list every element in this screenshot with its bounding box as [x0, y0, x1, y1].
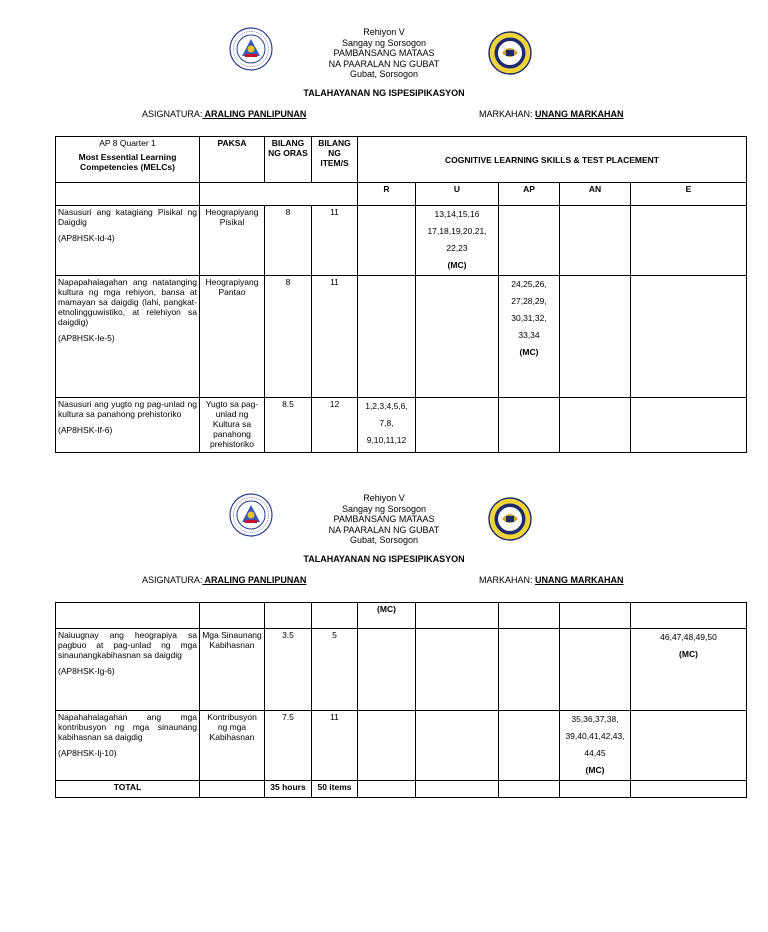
header-line: NA PAARALAN NG GUBAT — [328, 58, 440, 69]
header-line: Gubat, Sorsogon — [349, 535, 419, 546]
oras-cell: 8.5 — [265, 398, 312, 453]
asignatura — [142, 575, 306, 585]
placement-u — [416, 711, 499, 781]
specification-table-page-2 — [55, 602, 747, 798]
empty-cell — [499, 603, 560, 629]
paksa-cell: Kontribusyon ng mga Kabihasnan — [200, 711, 265, 781]
level-an: AN — [560, 183, 631, 206]
school-header — [0, 27, 768, 80]
melc-code: (AP8HSK-If-6) — [58, 425, 113, 435]
oras-cell: 3.5 — [265, 629, 312, 711]
item-numbers: 46,47,48,49,50 — [660, 632, 717, 642]
empty-cell — [200, 603, 265, 629]
placement-r — [358, 398, 416, 453]
asignatura-label: ASIGNATURA: — [142, 575, 203, 585]
table-row — [56, 276, 747, 398]
header-line: NA PAARALAN NG GUBAT — [328, 524, 440, 535]
melc-text: Nasusuri ang katagiang Pisikal ng Daigdig — [58, 207, 197, 227]
markahan-label: MARKAHAN: — [479, 109, 533, 119]
oras-cell: 8 — [265, 206, 312, 276]
placement-u — [416, 398, 499, 453]
header-line: Sangay ng Sorsogon — [341, 503, 427, 514]
item-numbers: (MC) — [679, 649, 698, 659]
empty-cell — [416, 781, 499, 798]
melc-code: (AP8HSK-Ie-5) — [58, 333, 115, 343]
placement-an — [560, 398, 631, 453]
header-line: PAMBANSANG MATAAS — [333, 48, 435, 59]
oras-cell: 7.5 — [265, 711, 312, 781]
header-line: Gubat, Sorsogon — [349, 69, 419, 80]
empty-cell — [358, 781, 416, 798]
asignatura-label: ASIGNATURA: — [142, 109, 203, 119]
placement-ap — [499, 276, 560, 398]
empty-cell — [265, 603, 312, 629]
markahan-label: MARKAHAN: — [479, 575, 533, 585]
items-cell: 11 — [312, 206, 358, 276]
melc-text: Napahahalagahan ang mga kontribusyon ng mga sinaunang kabihasnan sa daigdig — [58, 712, 197, 742]
level-u: U — [416, 183, 499, 206]
placement-e — [631, 711, 747, 781]
empty-cell — [56, 183, 200, 206]
melcs-label: Most Essential Learning Competencies (MELCs) — [78, 152, 177, 172]
empty-cell — [631, 781, 747, 798]
melc-text: Napapahalagahan ang natatanging kultura ng mga rehiyon, bansa at mamayan sa daigdig (lahi, pangkat-etnolingguwistiko, at relehiyon sa daigdig) — [58, 277, 197, 327]
skills-header: COGNITIVE LEARNING SKILLS & TEST PLACEMENT — [358, 137, 747, 183]
placement-an — [560, 276, 631, 398]
paksa-cell: Heograpiyang Pantao — [200, 276, 265, 398]
asignatura-value: ARALING PANLIPUNAN — [202, 109, 307, 119]
empty-cell — [499, 781, 560, 798]
melc-text: Nasusuri ang yugto ng pag-unlad ng kultura sa panahong prehistoriko — [58, 399, 197, 419]
items-cell: 11 — [312, 276, 358, 398]
paksa-cell: Yugto sa pag-unlad ng Kultura sa panahong prehistoriko — [200, 398, 265, 453]
empty-cell — [312, 603, 358, 629]
header-line: Rehiyon V — [363, 493, 405, 503]
placement-e — [631, 629, 747, 711]
empty-cell — [631, 603, 747, 629]
table-row — [56, 711, 747, 781]
oras-header: BILANG NG ORAS — [265, 137, 312, 183]
document-title: TALAHAYANAN NG ISPESIPIKASYON — [303, 88, 465, 98]
asignatura — [142, 109, 306, 119]
paksa-header: PAKSA — [200, 137, 265, 183]
item-numbers: 39,40,41,42,43, — [565, 731, 625, 741]
placement-r — [358, 629, 416, 711]
item-numbers: 17,18,19,20,21, — [427, 226, 487, 236]
table-row — [56, 629, 747, 711]
melc-code: (AP8HSK-Ig-6) — [58, 666, 115, 676]
asignatura-value: ARALING PANLIPUNAN — [202, 575, 307, 585]
header-line: Rehiyon V — [363, 27, 405, 37]
oras-cell: 8 — [265, 276, 312, 398]
melc-header — [56, 137, 200, 183]
melc-cell — [56, 398, 200, 453]
placement-an — [560, 711, 631, 781]
empty-cell — [560, 603, 631, 629]
placement-u — [416, 629, 499, 711]
table-row — [56, 206, 747, 276]
placement-r — [358, 206, 416, 276]
header-line: PAMBANSANG MATAAS — [333, 514, 435, 525]
item-numbers: 33,34 — [518, 330, 540, 340]
melc-cell — [56, 276, 200, 398]
melc-cell — [56, 711, 200, 781]
level-r: R — [358, 183, 416, 206]
placement-e — [631, 206, 747, 276]
total-hours: 35 hours — [265, 781, 312, 798]
placement-u — [416, 276, 499, 398]
melc-code: (AP8HSK-Id-4) — [58, 233, 115, 243]
melc-cell — [56, 206, 200, 276]
empty-cell — [200, 781, 265, 798]
item-numbers: 24,25,26, — [511, 279, 547, 289]
placement-ap — [499, 206, 560, 276]
item-numbers: 7,8, — [379, 418, 394, 428]
melc-text: Naiuugnay ang heograpiya sa pagbuo at pag-unlad ng mga sinaunangkabihasnan sa daigdig — [58, 630, 197, 660]
placement-e — [631, 398, 747, 453]
items-cell: 5 — [312, 629, 358, 711]
placement-an — [560, 206, 631, 276]
empty-cell — [560, 781, 631, 798]
melc-code: (AP8HSK-Ij-10) — [58, 748, 117, 758]
item-numbers: 30,31,32, — [511, 313, 547, 323]
markahan — [479, 575, 624, 585]
placement-ap — [499, 629, 560, 711]
item-numbers: 22,23 — [446, 243, 468, 253]
placement-ap — [499, 711, 560, 781]
level-ap: AP — [499, 183, 560, 206]
school-header — [0, 493, 768, 546]
specification-table-page-1 — [55, 136, 747, 453]
item-numbers: 1,2,3,4,5,6, — [365, 401, 408, 411]
level-e: E — [631, 183, 747, 206]
total-items: 50 items — [312, 781, 358, 798]
item-numbers: (MC) — [447, 260, 467, 270]
paksa-cell: Heograpiyang Pisikal — [200, 206, 265, 276]
header-line: Sangay ng Sorsogon — [341, 37, 427, 48]
melc-cell — [56, 629, 200, 711]
document-title: TALAHAYANAN NG ISPESIPIKASYON — [303, 554, 465, 564]
items-cell: 12 — [312, 398, 358, 453]
placement-u — [416, 206, 499, 276]
paksa-cell: Mga Sinaunang Kabihasnan — [200, 629, 265, 711]
markahan — [479, 109, 624, 119]
item-numbers: (MC) — [585, 765, 605, 775]
item-numbers: 13,14,15,16 — [434, 209, 480, 219]
table-row — [56, 398, 747, 453]
markahan-value: UNANG MARKAHAN — [535, 109, 624, 119]
item-numbers: 44,45 — [584, 748, 606, 758]
continued-mc: (MC) — [358, 603, 416, 629]
placement-an — [560, 629, 631, 711]
empty-cell — [56, 603, 200, 629]
empty-cell — [200, 183, 358, 206]
items-header: BILANG NG ITEM/S — [312, 137, 358, 183]
item-numbers: 27,28,29, — [511, 296, 547, 306]
item-numbers: 9,10,11,12 — [366, 435, 407, 445]
markahan-value: UNANG MARKAHAN — [535, 575, 624, 585]
empty-cell — [416, 603, 499, 629]
placement-ap — [499, 398, 560, 453]
placement-r — [358, 276, 416, 398]
item-numbers: 35,36,37,38, — [571, 714, 619, 724]
placement-e — [631, 276, 747, 398]
quarter-label: AP 8 Quarter 1 — [99, 138, 156, 148]
items-cell: 11 — [312, 711, 358, 781]
total-label: TOTAL — [56, 781, 200, 798]
item-numbers: (MC) — [519, 347, 539, 357]
placement-r — [358, 711, 416, 781]
